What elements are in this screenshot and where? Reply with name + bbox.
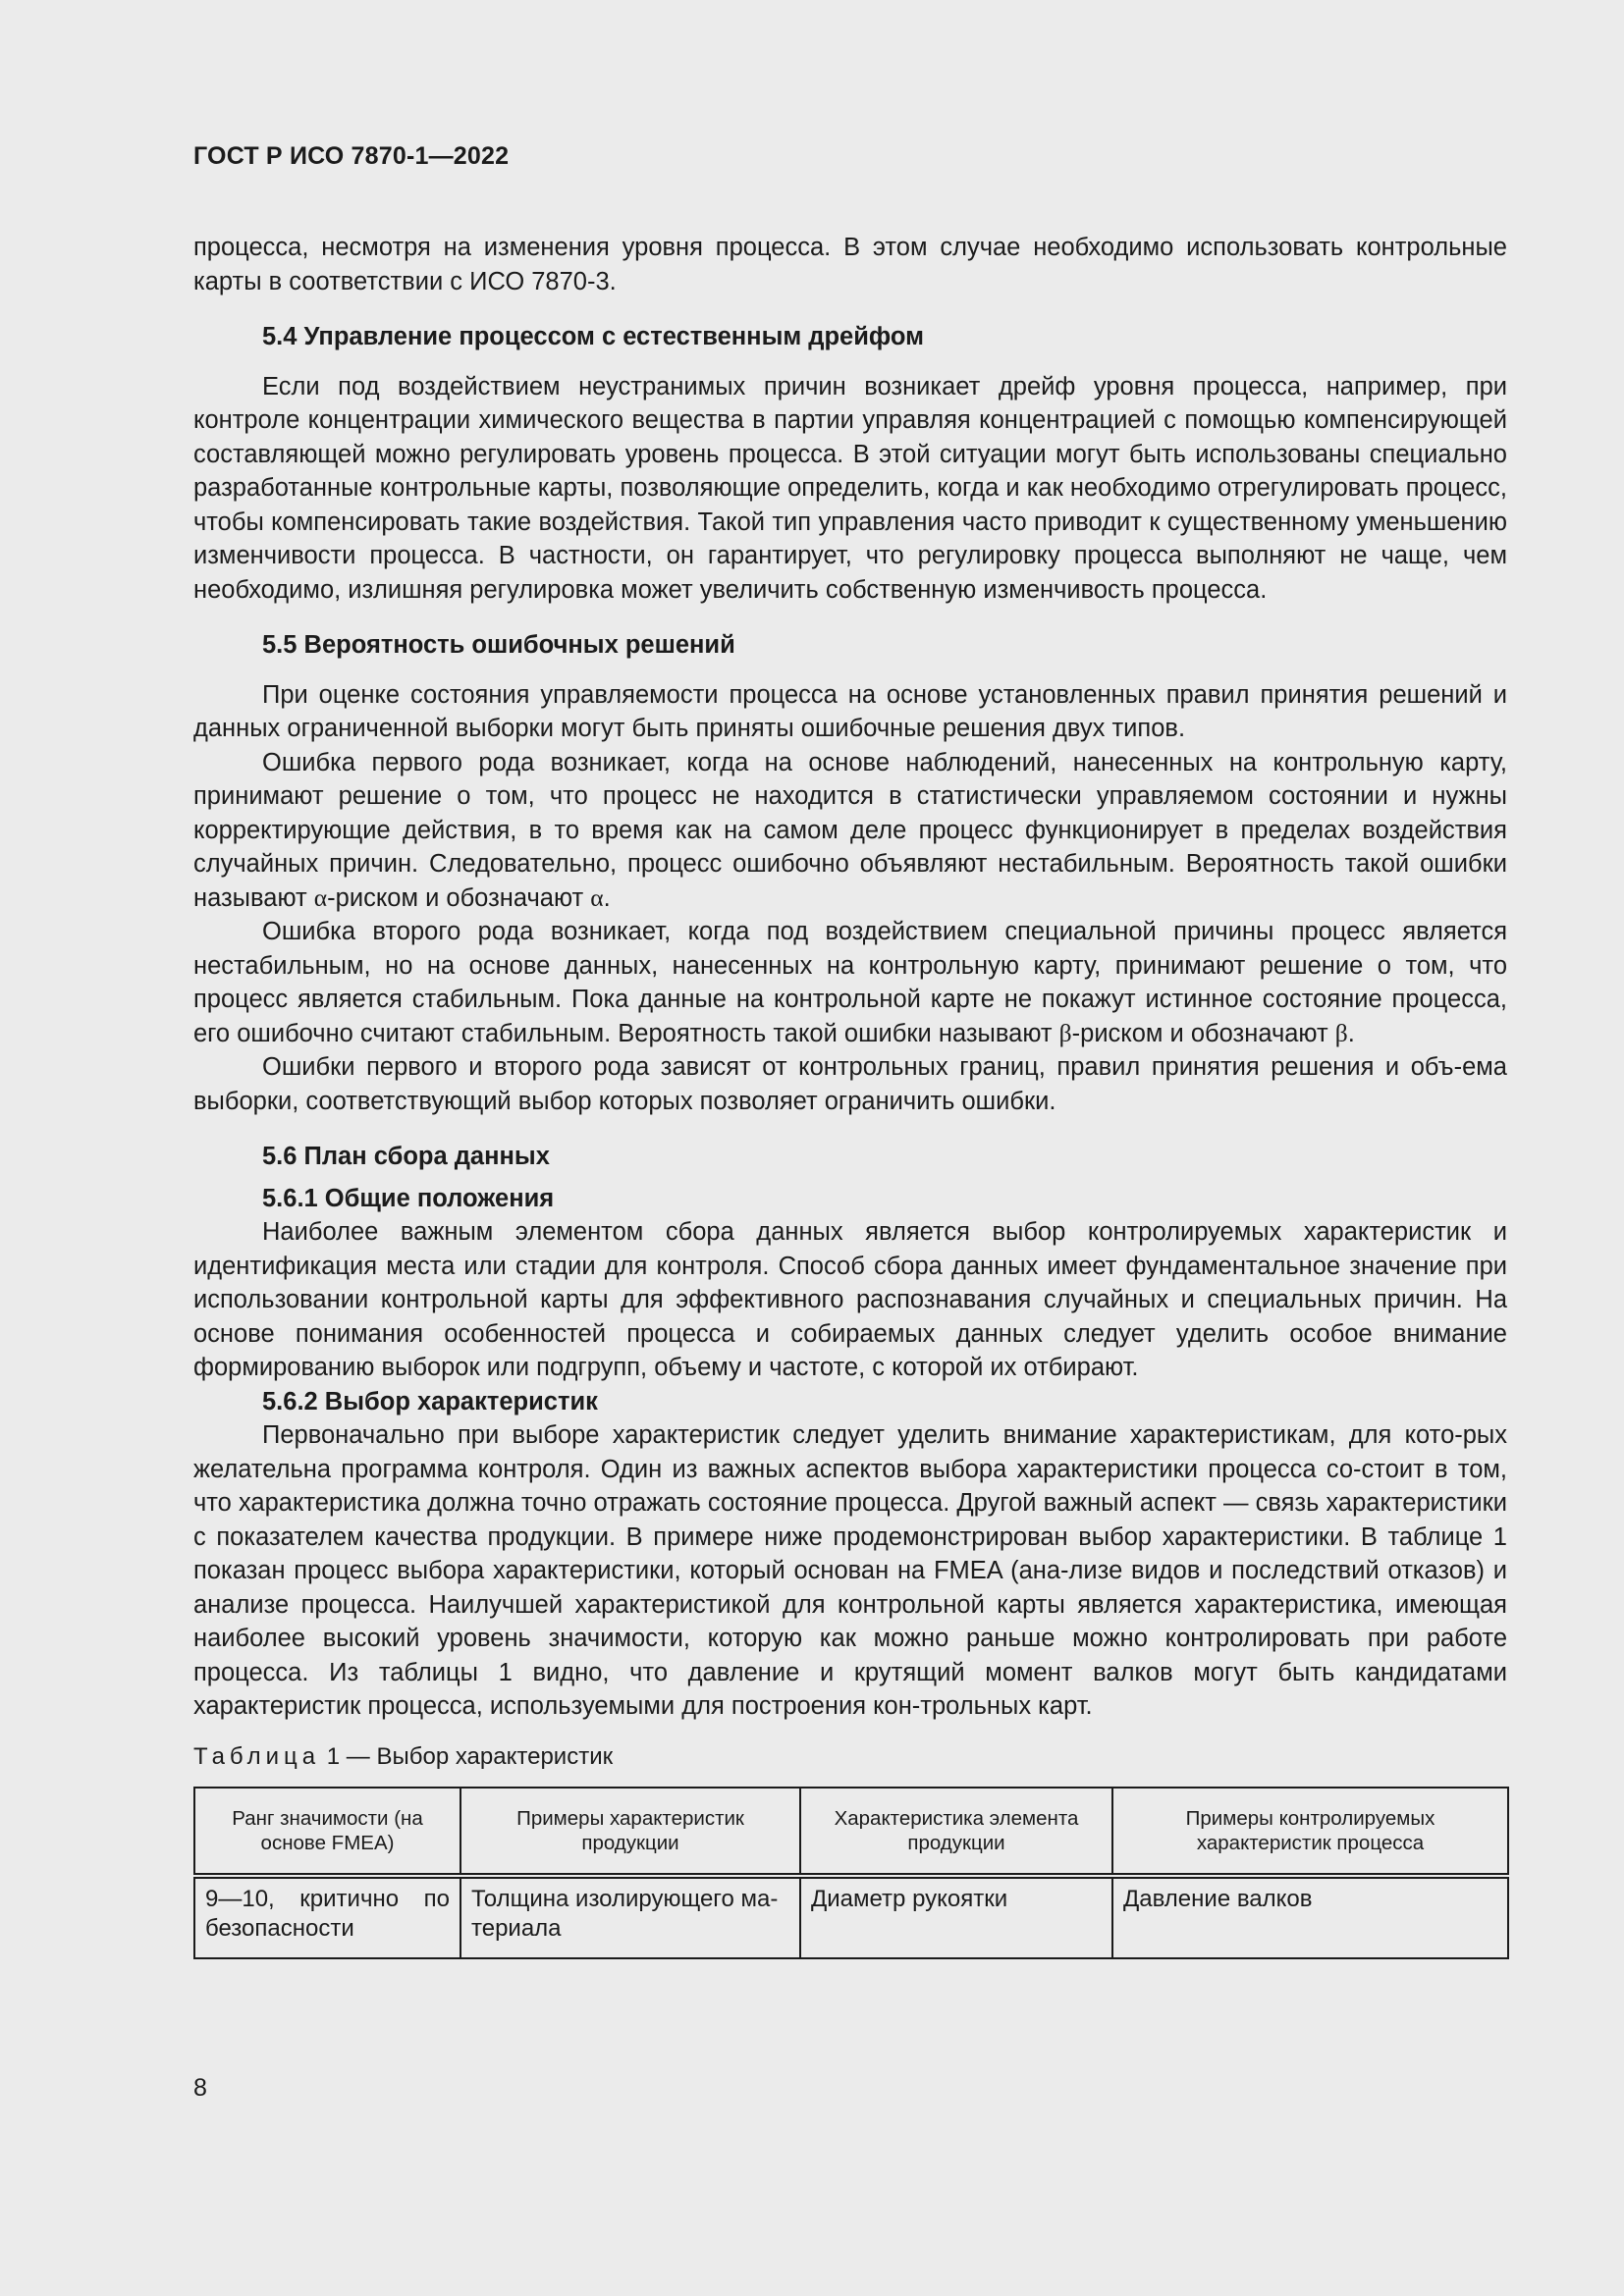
section-5-4-title: 5.4 Управление процессом с естественным дрейфом: [262, 323, 924, 350]
table-header-cell: Примеры контролируемых характеристик процесса: [1112, 1788, 1508, 1876]
section-5-6-title: 5.6 План сбора данных: [262, 1143, 550, 1170]
section-5-5-paragraph-1: При оценке состояния управляемости процесса на основе установленных правил принятия решений и данных ограниченной выборки могут быть приняты ошибочные решения двух типов.: [193, 680, 1507, 742]
section-5-4-paragraph: Если под воздействием неустранимых причин возникает дрейф уровня процесса, например, при контроле концентрации химического вещества в партии управляя концентрацией с помощью компенсирующей составляющей можно регулировать уровень процесса. В этой ситуации могут быть использованы специально разработанные контрольные карты, позволяющие определить, когда и как необходимо отрегулировать процесс, чтобы компенсировать такие воздействия. Такой тип управления часто приводит к существенному уменьшению изменчивости процесса. В частности, он гарантирует, что регулировку процесса выполняют не чаще, чем необходимо, излишняя регулировка может увеличить собственную изменчивость процесса.: [193, 372, 1507, 604]
table-caption-label: Таблица: [193, 1742, 321, 1770]
beta-symbol: β: [1058, 1018, 1072, 1047]
table-row: [194, 1876, 1508, 1958]
paragraph-text: .: [603, 883, 611, 912]
alpha-symbol: α: [313, 882, 328, 912]
beta-symbol: β: [1334, 1018, 1348, 1047]
paragraph-text: .: [1347, 1019, 1355, 1047]
standard-header: ГОСТ Р ИСО 7870-1—2022: [193, 142, 510, 170]
paragraph-text: Ошибка второго рода возникает, когда под воздействием специальной причины процесс является нестабильным, но на основе данных, нанесенных на контрольную карту, принимают решение о том, что процесс является стабильным. Пока данные на контрольной карте не покажут истинное состояние процесса, его ошибочно считают стабильным. Вероятность такой ошибки называют: [193, 918, 1507, 1047]
table-cell: Давление валков: [1112, 1876, 1508, 1958]
section-5-6-1-title: 5.6.1 Общие положения: [262, 1184, 555, 1212]
section-5-6-2-paragraph: Первоначально при выборе характеристик следует уделить внимание характеристикам, для кото-рых желательна программа контроля. Один из важных аспектов выбора характеристики процесса со-стоит в том, что характеристика должна точно отражать состояние процесса. Другой важный аспект — связь характеристики с показателем качества продукции. В примере ниже продемонстрирован выбор характеристики. В таблице 1 показан процесс выбора характеристики, который основан на FMEA (ана-лизе видов и последствий отказов) и анализе процесса. Наилучшей характеристикой для контрольной карты является характеристика, имеющая наиболее высокий уровень значимости, которую как можно раньше можно контролировать при работе процесса. Из таблицы 1 видно, что давление и крутящий момент валков могут быть кандидатами характеристик процесса, используемыми для построения кон-трольных карт.: [193, 1421, 1507, 1720]
table-header-row: [194, 1788, 1508, 1876]
table-header-cell: Характеристика элемента продукции: [800, 1788, 1112, 1876]
table-cell: Диаметр рукоятки: [800, 1876, 1112, 1958]
table-header-cell: Ранг значимости (на основе FMEA): [194, 1788, 460, 1876]
alpha-symbol: α: [590, 882, 604, 912]
section-5-5-paragraph-3: [193, 915, 1507, 1050]
characteristics-table: [193, 1787, 1509, 1959]
table-cell: 9—10, критично по безопасности: [194, 1876, 460, 1958]
paragraph-text: -риском и обозначают: [327, 883, 591, 912]
page-number: 8: [193, 2074, 207, 2102]
paragraph-text: Ошибка первого рода возникает, когда на основе наблюдений, нанесенных на контрольную карту, принимают решение о том, что процесс не находится в статистически управляемом состоянии и нужны корректирующие действия, в то время как на самом деле процесс функционирует в пределах воздействия случайных причин. Следовательно, процесс ошибочно объявляют нестабильным. Вероятность такой ошибки называют: [193, 748, 1507, 912]
intro-paragraph: процесса, несмотря на изменения уровня процесса. В этом случае необходимо использовать контрольные карты в соответствии с ИСО 7870-3.: [193, 234, 1507, 295]
section-5-5-paragraph-4: Ошибки первого и второго рода зависят от контрольных границ, правил принятия решения и объ-ема выборки, соответствующий выбор которых позволяет ограничить ошибки.: [193, 1053, 1507, 1115]
section-5-6-2-title: 5.6.2 Выбор характеристик: [262, 1387, 598, 1415]
table-caption: [193, 1741, 1507, 1773]
section-5-6-1-paragraph: Наиболее важным элементом сбора данных является выбор контролируемых характеристик и идентификация места или стадии для контроля. Способ сбора данных имеет фундаментальное значение при использовании контрольной карты для эффективного распознавания случайных и специальных причин. На основе понимания особенностей процесса и собираемых данных следует уделить особое внимание формированию выборок или подгрупп, объему и частоте, с которой их отбирают.: [193, 1218, 1507, 1381]
section-5-5-title: 5.5 Вероятность ошибочных решений: [262, 631, 735, 659]
section-5-5-paragraph-2: [193, 746, 1507, 916]
table-cell: Толщина изолирующего ма-териала: [460, 1876, 800, 1958]
table-header-cell: Примеры характеристик продукции: [460, 1788, 800, 1876]
page-content: [193, 140, 1507, 1959]
paragraph-text: -риском и обозначают: [1071, 1019, 1335, 1047]
table-caption-text: 1 — Выбор характеристик: [320, 1742, 614, 1770]
